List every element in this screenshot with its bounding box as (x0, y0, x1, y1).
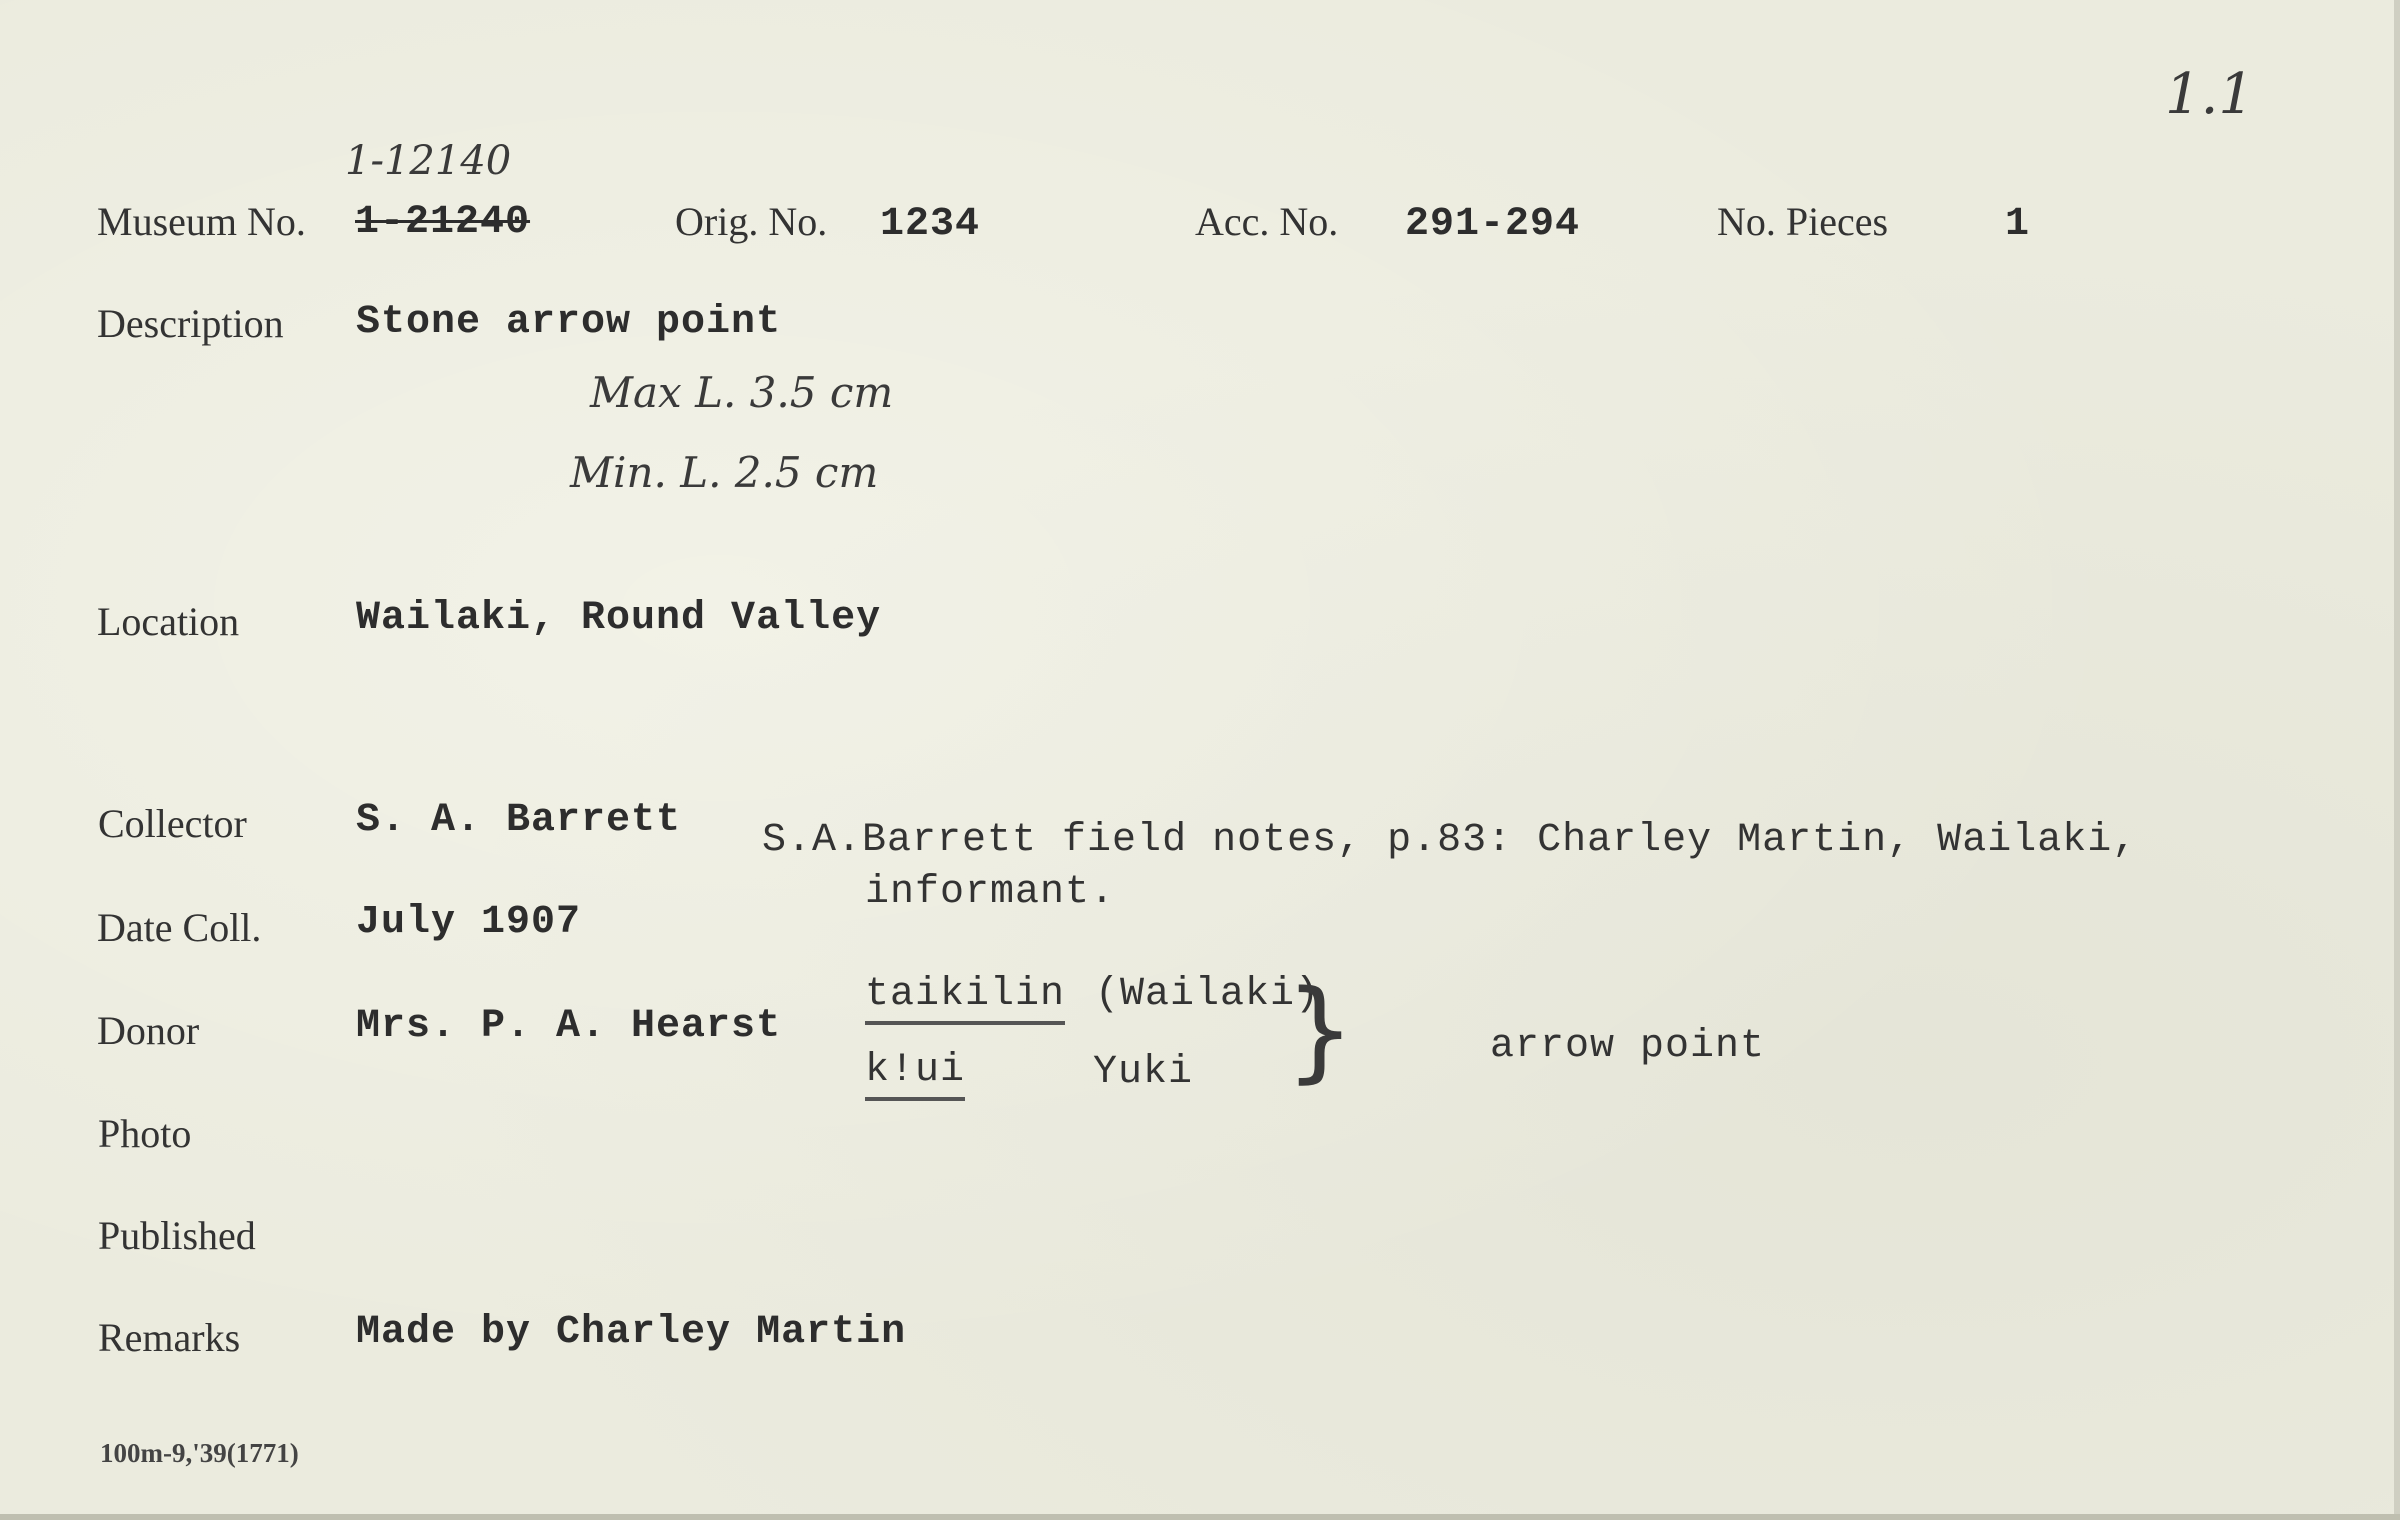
description-value: Stone arrow point (356, 300, 782, 345)
acc-no-label: Acc. No. (1195, 199, 1339, 244)
notes-line1: S.A.Barrett field notes, p.83: Charley Martin, Wailaki, (762, 818, 2138, 863)
orig-no-value: 1234 (880, 202, 981, 247)
card-edge-bottom (0, 1514, 2400, 1520)
pieces-value: 1 (2005, 202, 2031, 247)
description-label: Description (97, 301, 284, 346)
remarks-value: Made by Charley Martin (356, 1310, 907, 1355)
location-label: Location (97, 599, 240, 644)
location-value: Wailaki, Round Valley (356, 596, 882, 641)
print-code: 100m-9,'39(1771) (100, 1438, 299, 1468)
term2-lang: Yuki (1093, 1050, 1194, 1095)
card-edge-right (2394, 0, 2400, 1520)
acc-no-value: 291-294 (1405, 202, 1581, 247)
collector-label: Collector (98, 801, 247, 846)
brace-mark: } (1285, 966, 1355, 1094)
museum-no-handwritten: 1-12140 (345, 138, 512, 184)
date-coll-value: July 1907 (356, 900, 582, 945)
museum-no-typed: 1-21240 (355, 200, 531, 245)
collector-value: S. A. Barrett (356, 798, 682, 843)
term2: k!ui (865, 1048, 965, 1101)
term1-lang: (Wailaki) (1095, 972, 1321, 1017)
description-hand-line1: Max L. 3.5 cm (590, 368, 894, 417)
donor-label: Donor (97, 1008, 200, 1053)
donor-value: Mrs. P. A. Hearst (356, 1004, 782, 1049)
description-hand-line2: Min. L. 2.5 cm (570, 448, 879, 497)
gloss: arrow point (1490, 1024, 1766, 1069)
photo-label: Photo (98, 1111, 192, 1156)
orig-no-label: Orig. No. (675, 199, 828, 244)
notes-line2: informant. (865, 870, 1116, 915)
pieces-label: No. Pieces (1717, 199, 1889, 244)
remarks-label: Remarks (98, 1315, 241, 1360)
published-label: Published (98, 1213, 256, 1258)
museum-no-label: Museum No. (97, 199, 306, 244)
term1: taikilin (865, 972, 1065, 1025)
date-coll-label: Date Coll. (97, 905, 262, 950)
corner-mark: 1.1 (2165, 62, 2255, 127)
